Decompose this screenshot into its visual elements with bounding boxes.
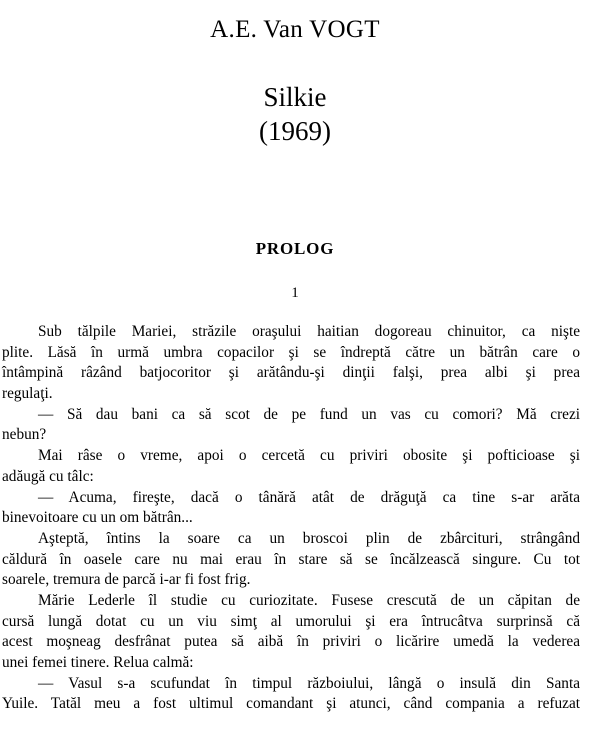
text-line: — Să dau bani ca să scot de pe fund un vas cu comori? Mă crezi <box>38 405 580 423</box>
text-line: Sub tălpile Mariei, străzile oraşului haitian dogoreau chinuitor, ca nişte <box>38 323 580 340</box>
text-line: Yuile. Tatăl meu a fost ultimul comandant şi atunci, când compania a refuzat <box>2 695 580 713</box>
chapter-number: 1 <box>291 285 299 301</box>
book-title: Silkie <box>263 82 327 112</box>
text-line: adăugă cu tâlc: <box>2 467 94 485</box>
text-line: unei femei tinere. Relua calmă: <box>2 654 194 671</box>
text-line: Mărie Lederle îl studie cu curiozitate. Fusese crescută de un căpitan de <box>38 591 580 609</box>
text-line: întâmpină râzând batjocoritor şi arătându-şi dinţii falşi, prea albi şi prea <box>2 364 580 382</box>
text-line: căldură în oasele care nu mai erau în stare să se încălzească singure. Cu tot <box>2 550 580 568</box>
text-line: plite. Lăsă în urmă umbra copacilor şi se îndreptă către un bătrân care o <box>2 343 580 361</box>
publication-year: (1969) <box>259 116 331 146</box>
text-line: soarele, tremura de parcă i-ar fi fost frig. <box>2 571 251 589</box>
author-name: A.E. Van VOGT <box>210 16 380 43</box>
text-line: — Vasul s-a scufundat în timpul războiului, lângă o insulă din Santa <box>38 674 580 692</box>
text-line: binevoitoare cu un om bătrân... <box>2 509 193 527</box>
body-text <box>2 322 580 715</box>
text-line: — Acuma, fireşte, dacă o tânără atât de drăguţă ca tine s-ar arăta <box>38 488 580 506</box>
text-line: acest moşneag desfrânat putea să aibă în priviri o licărire umedă la vederea <box>2 633 580 651</box>
section-heading: PROLOG <box>255 239 335 258</box>
text-line: Mai râse o vreme, apoi o cercetă cu priviri obosite şi pofticioase şi <box>38 447 580 465</box>
text-line: nebun? <box>2 426 47 444</box>
text-line: Aşteptă, întins la soare ca un broscoi plin de zbârcituri, strângând <box>38 529 580 547</box>
text-line: cursă lungă dotat cu un viu simţ al umorului şi era întrucâtva surprinsă că <box>2 612 580 630</box>
text-line: regulaţi. <box>2 385 53 403</box>
